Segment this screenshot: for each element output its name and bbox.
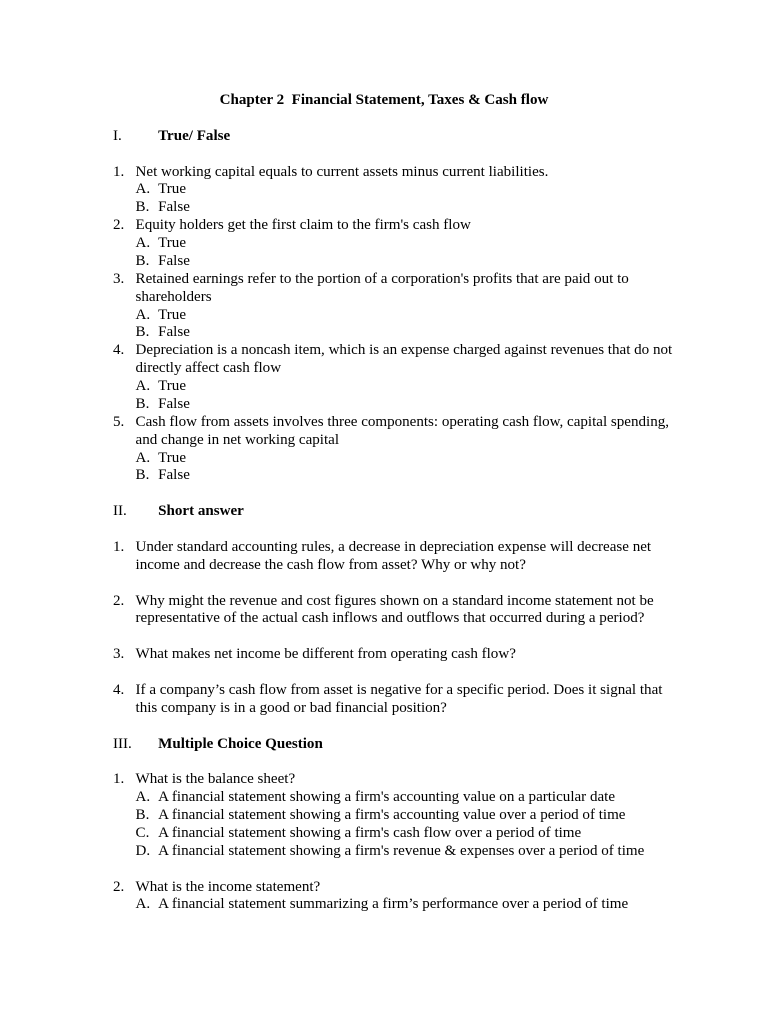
question-text: What makes net income be different from operating cash flow? [135,646,516,663]
section-title: Short answer [158,503,244,520]
question-item [90,217,677,271]
option-letter: B. [135,252,150,269]
option-text: True [158,449,186,466]
option-text: True [158,378,186,394]
question-text: Net working capital equals to current assets minus current liabilities. [135,163,549,180]
question-number: 2. [112,592,125,609]
true-false-section [90,164,677,486]
option-letter: B. [135,395,150,412]
question-text: What is the balance sheet? [135,771,296,788]
option-text: A financial statement showing a firm's accounting value over a period of time [158,807,626,823]
answer-option [136,807,678,825]
option-letter: A. [135,789,151,806]
option-letter: B. [135,467,150,484]
section-numeral: I. [112,127,122,144]
short-answer-section [90,539,677,718]
answer-option [136,324,678,342]
option-letter: D. [135,842,151,859]
section-numeral: III. [112,735,132,752]
question-text: Depreciation is a noncash item, which is an expense charged against revenues that do not directly affect cash flow [135,342,673,377]
question-number: 4. [112,342,125,359]
question-number: 3. [112,270,125,287]
option-letter: A. [135,235,151,251]
option-letter: B. [135,199,150,216]
document-page [90,92,677,932]
question-item [90,646,677,664]
option-text: A financial statement showing a firm's cash flow over a period of time [158,824,582,841]
question-text: Under standard accounting rules, a decrease in depreciation expense will decrease net income and decrease the cash flow from asset? Why or why not? [135,538,652,573]
question-item [90,771,677,860]
question-number: 4. [112,681,125,698]
section-title: True/ False [158,127,231,144]
section-numeral: II. [112,503,127,520]
question-text: Cash flow from assets involves three components: operating cash flow, capital spending, and change in net working capital [135,413,670,448]
answer-option [136,253,678,271]
answer-option [136,199,678,217]
question-item [90,593,677,629]
option-text: True [158,235,186,251]
question-item [90,164,677,218]
question-text: Equity holders get the first claim to the firm's cash flow [135,217,471,234]
option-text: False [158,324,190,341]
question-number: 1. [112,771,125,788]
option-text: True [158,181,186,198]
option-text: A financial statement showing a firm's revenue & expenses over a period of time [158,842,645,859]
answer-option [136,396,678,414]
option-text: True [158,306,186,323]
option-letter: A. [135,896,151,913]
option-letter: A. [135,306,151,323]
answer-option [136,378,678,396]
option-text: False [158,467,190,484]
question-number: 1. [112,538,125,555]
answer-option [136,789,678,807]
answer-option [136,181,678,199]
answer-option [136,896,678,914]
answer-option [136,467,678,485]
section-heading-true-false [90,128,677,146]
section-heading-multiple-choice [90,736,677,754]
option-letter: C. [135,824,150,841]
question-item [90,342,677,414]
question-number: 1. [112,163,125,180]
answer-option [136,843,678,861]
option-text: A financial statement showing a firm's accounting value on a particular date [158,789,616,806]
option-text: A financial statement summarizing a firm’s performance over a period of time [158,896,629,913]
question-text: Retained earnings refer to the portion of a corporation's profits that are paid out to shareholders [135,270,629,305]
option-letter: A. [135,378,151,394]
option-text: False [158,252,190,269]
multiple-choice-section [90,771,677,914]
option-letter: B. [135,807,150,823]
question-text: Why might the revenue and cost figures shown on a standard income statement not be representative of the actual cash inflows and outflows that occurred during a period? [135,592,654,627]
option-letter: A. [135,181,151,198]
section-title: Multiple Choice Question [158,735,323,752]
question-item [90,879,677,915]
question-text: If a company’s cash flow from asset is negative for a specific period. Does it signal that this company is in a good or bad financial position? [135,681,663,716]
option-letter: A. [135,449,151,466]
question-item [90,682,677,718]
question-number: 3. [112,646,125,663]
option-letter: B. [135,324,150,341]
question-item [90,539,677,575]
answer-option [136,307,678,325]
question-text: What is the income statement? [135,878,321,895]
question-number: 2. [112,217,125,234]
question-number: 2. [112,878,125,895]
question-number: 5. [112,413,125,430]
answer-option [136,825,678,843]
question-item [90,271,677,343]
question-item [90,414,677,486]
option-text: False [158,199,190,216]
answer-option [136,450,678,468]
section-heading-short-answer [90,503,677,521]
document-title: Chapter 2 Financial Statement, Taxes & Cash flow [219,92,549,108]
option-text: False [158,395,190,412]
answer-option [136,235,678,253]
